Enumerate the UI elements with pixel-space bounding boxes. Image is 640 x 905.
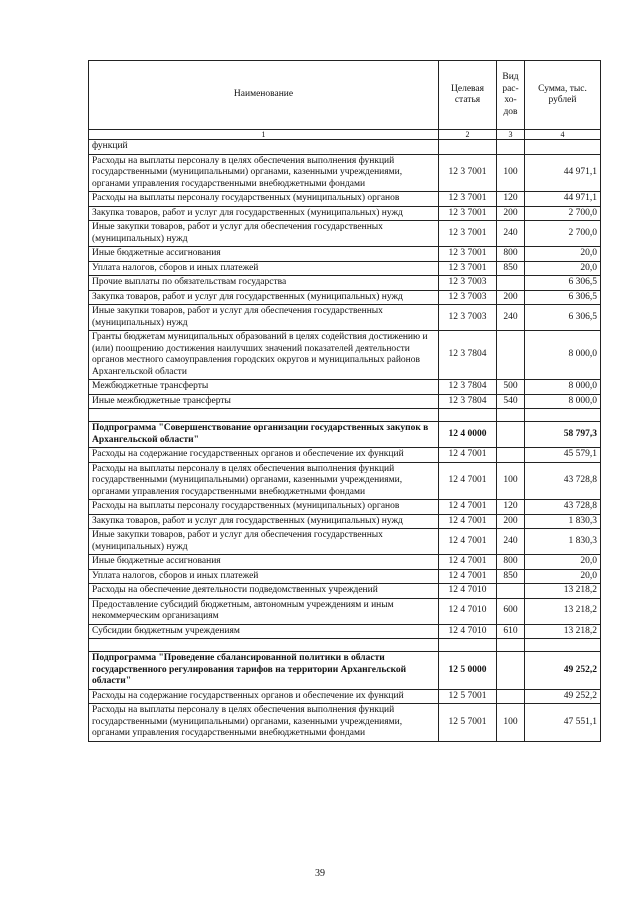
row-sum: 13 218,2 bbox=[525, 598, 601, 624]
row-code: 12 3 7001 bbox=[439, 261, 497, 276]
row-code: 12 4 7001 bbox=[439, 555, 497, 570]
row-name: Субсидии бюджетным учреждениям bbox=[89, 624, 439, 639]
row-vid: 100 bbox=[497, 462, 525, 500]
row-name: Иные закупки товаров, работ и услуг для обеспечения государственных (муниципальных) нужд bbox=[89, 305, 439, 331]
row-vid: 540 bbox=[497, 394, 525, 409]
spacer-row bbox=[89, 409, 601, 422]
header-vid: Вид рас-хо-дов bbox=[497, 61, 525, 130]
row-code: 12 5 7001 bbox=[439, 689, 497, 704]
row-code: 12 3 7003 bbox=[439, 305, 497, 331]
table-row bbox=[89, 261, 601, 276]
row-vid bbox=[497, 331, 525, 380]
row-vid bbox=[497, 276, 525, 291]
row-name: Уплата налогов, сборов и иных платежей bbox=[89, 569, 439, 584]
row-sum: 20,0 bbox=[525, 261, 601, 276]
row-code: 12 4 7010 bbox=[439, 624, 497, 639]
row-sum: 13 218,2 bbox=[525, 624, 601, 639]
spacer-row bbox=[89, 639, 601, 652]
row-name: Расходы на выплаты персоналу в целях обеспечения выполнения функций государственными (муниципальными) органами, казенными учреждениями, органами управления государственными внебюджетными фондами bbox=[89, 154, 439, 192]
row-sum: 49 252,2 bbox=[525, 689, 601, 704]
table-row bbox=[89, 704, 601, 742]
row-name: Расходы на выплаты персоналу государственных (муниципальных) органов bbox=[89, 192, 439, 207]
row-name: Закупка товаров, работ и услуг для государственных (муниципальных) нужд bbox=[89, 206, 439, 221]
row-vid bbox=[497, 448, 525, 463]
row-sum: 2 700,0 bbox=[525, 221, 601, 247]
row-vid: 500 bbox=[497, 380, 525, 395]
row-name: Подпрограмма "Проведение сбалансированной политики в области государственного регулирования тарифов на территории Архангельской области" bbox=[89, 652, 439, 690]
row-vid bbox=[497, 409, 525, 422]
row-name bbox=[89, 639, 439, 652]
row-sum: 2 700,0 bbox=[525, 206, 601, 221]
row-name: Расходы на выплаты персоналу в целях обеспечения выполнения функций государственными (муниципальными) органами, казенными учреждениями, органами управления государственными внебюджетными фондами bbox=[89, 704, 439, 742]
table-row bbox=[89, 500, 601, 515]
row-code: 12 4 7010 bbox=[439, 584, 497, 599]
row-vid bbox=[497, 422, 525, 448]
row-vid: 120 bbox=[497, 192, 525, 207]
row-name: Расходы на выплаты персоналу государственных (муниципальных) органов bbox=[89, 500, 439, 515]
page-number: 39 bbox=[315, 868, 325, 879]
row-vid: 240 bbox=[497, 305, 525, 331]
row-name: Гранты бюджетам муниципальных образований в целях содействия достижению и (или) поощрению достижения наилучших значений показателей деятельности органов местного самоуправления городских округов и муниципальных районов Архангельской области bbox=[89, 331, 439, 380]
row-name: Иные бюджетные ассигнования bbox=[89, 555, 439, 570]
row-sum: 8 000,0 bbox=[525, 394, 601, 409]
row-sum: 49 252,2 bbox=[525, 652, 601, 690]
row-code: 12 4 7001 bbox=[439, 500, 497, 515]
table-row bbox=[89, 394, 601, 409]
row-vid: 100 bbox=[497, 154, 525, 192]
row-vid bbox=[497, 584, 525, 599]
row-name: Иные бюджетные ассигнования bbox=[89, 247, 439, 262]
column-number: 1 bbox=[89, 130, 439, 140]
table-row bbox=[89, 529, 601, 555]
row-sum: 6 306,5 bbox=[525, 276, 601, 291]
row-sum: 20,0 bbox=[525, 555, 601, 570]
table-row bbox=[89, 569, 601, 584]
row-vid bbox=[497, 652, 525, 690]
row-code: 12 4 7001 bbox=[439, 514, 497, 529]
row-sum: 44 971,1 bbox=[525, 192, 601, 207]
row-code: 12 4 7001 bbox=[439, 529, 497, 555]
row-code: 12 3 7001 bbox=[439, 247, 497, 262]
subprogram-row bbox=[89, 422, 601, 448]
row-sum: 1 830,3 bbox=[525, 514, 601, 529]
row-code: 12 3 7001 bbox=[439, 154, 497, 192]
budget-table bbox=[88, 60, 601, 742]
row-vid: 240 bbox=[497, 221, 525, 247]
row-vid: 240 bbox=[497, 529, 525, 555]
header-sum: Сумма, тыс. рублей bbox=[525, 61, 601, 130]
row-vid: 200 bbox=[497, 206, 525, 221]
row-vid: 850 bbox=[497, 261, 525, 276]
row-vid: 850 bbox=[497, 569, 525, 584]
row-sum: 43 728,8 bbox=[525, 500, 601, 515]
row-vid: 800 bbox=[497, 555, 525, 570]
row-vid: 200 bbox=[497, 514, 525, 529]
row-name: функций bbox=[89, 140, 439, 155]
row-name: Закупка товаров, работ и услуг для государственных (муниципальных) нужд bbox=[89, 514, 439, 529]
table-row bbox=[89, 206, 601, 221]
row-sum: 8 000,0 bbox=[525, 380, 601, 395]
column-number: 2 bbox=[439, 130, 497, 140]
row-code: 12 3 7804 bbox=[439, 380, 497, 395]
row-vid: 610 bbox=[497, 624, 525, 639]
row-vid bbox=[497, 140, 525, 155]
row-name: Подпрограмма "Совершенствование организации государственных закупок в Архангельской области" bbox=[89, 422, 439, 448]
row-sum bbox=[525, 140, 601, 155]
table-row bbox=[89, 305, 601, 331]
row-code: 12 3 7003 bbox=[439, 276, 497, 291]
table-row bbox=[89, 276, 601, 291]
row-name bbox=[89, 409, 439, 422]
row-name: Расходы на обеспечение деятельности подведомственных учреждений bbox=[89, 584, 439, 599]
row-code: 12 4 7001 bbox=[439, 448, 497, 463]
row-sum: 20,0 bbox=[525, 569, 601, 584]
column-number: 3 bbox=[497, 130, 525, 140]
row-name: Расходы на содержание государственных органов и обеспечение их функций bbox=[89, 689, 439, 704]
row-name: Предоставление субсидий бюджетным, автономным учреждениям и иным некоммерческим организациям bbox=[89, 598, 439, 624]
row-vid: 800 bbox=[497, 247, 525, 262]
table-row bbox=[89, 624, 601, 639]
table-row bbox=[89, 555, 601, 570]
table-row bbox=[89, 689, 601, 704]
row-sum: 44 971,1 bbox=[525, 154, 601, 192]
table-row bbox=[89, 514, 601, 529]
table-row bbox=[89, 331, 601, 380]
row-name: Уплата налогов, сборов и иных платежей bbox=[89, 261, 439, 276]
table-row bbox=[89, 247, 601, 262]
header-name: Наименование bbox=[89, 61, 439, 130]
row-sum: 45 579,1 bbox=[525, 448, 601, 463]
row-sum: 58 797,3 bbox=[525, 422, 601, 448]
row-code: 12 3 7001 bbox=[439, 221, 497, 247]
table-row bbox=[89, 192, 601, 207]
row-code: 12 3 7804 bbox=[439, 331, 497, 380]
row-sum: 13 218,2 bbox=[525, 584, 601, 599]
row-code bbox=[439, 639, 497, 652]
row-vid: 200 bbox=[497, 290, 525, 305]
row-code bbox=[439, 409, 497, 422]
row-sum: 43 728,8 bbox=[525, 462, 601, 500]
row-name: Иные закупки товаров, работ и услуг для обеспечения государственных (муниципальных) нужд bbox=[89, 529, 439, 555]
row-sum: 47 551,1 bbox=[525, 704, 601, 742]
table-row bbox=[89, 290, 601, 305]
table-row bbox=[89, 154, 601, 192]
column-number: 4 bbox=[525, 130, 601, 140]
row-sum bbox=[525, 639, 601, 652]
table-header-row bbox=[89, 61, 601, 130]
column-number-row bbox=[89, 130, 601, 140]
row-name: Иные межбюджетные трансферты bbox=[89, 394, 439, 409]
row-vid: 120 bbox=[497, 500, 525, 515]
row-vid bbox=[497, 689, 525, 704]
table-row bbox=[89, 598, 601, 624]
subprogram-row bbox=[89, 652, 601, 690]
row-sum: 8 000,0 bbox=[525, 331, 601, 380]
table-body bbox=[89, 140, 601, 742]
table-row bbox=[89, 380, 601, 395]
row-sum: 6 306,5 bbox=[525, 305, 601, 331]
row-code: 12 3 7001 bbox=[439, 192, 497, 207]
row-name: Расходы на содержание государственных органов и обеспечение их функций bbox=[89, 448, 439, 463]
row-name: Межбюджетные трансферты bbox=[89, 380, 439, 395]
row-code: 12 4 7001 bbox=[439, 569, 497, 584]
row-sum bbox=[525, 409, 601, 422]
row-code: 12 3 7804 bbox=[439, 394, 497, 409]
row-sum: 6 306,5 bbox=[525, 290, 601, 305]
row-code: 12 5 0000 bbox=[439, 652, 497, 690]
table-row bbox=[89, 140, 601, 155]
row-sum: 20,0 bbox=[525, 247, 601, 262]
row-code: 12 3 7001 bbox=[439, 206, 497, 221]
table-row bbox=[89, 221, 601, 247]
row-vid bbox=[497, 639, 525, 652]
row-code: 12 3 7003 bbox=[439, 290, 497, 305]
row-code: 12 4 7010 bbox=[439, 598, 497, 624]
row-vid: 600 bbox=[497, 598, 525, 624]
row-code bbox=[439, 140, 497, 155]
row-name: Прочие выплаты по обязательствам государства bbox=[89, 276, 439, 291]
table-row bbox=[89, 462, 601, 500]
row-code: 12 4 0000 bbox=[439, 422, 497, 448]
table-row bbox=[89, 448, 601, 463]
table-row bbox=[89, 584, 601, 599]
row-sum: 1 830,3 bbox=[525, 529, 601, 555]
row-vid: 100 bbox=[497, 704, 525, 742]
row-code: 12 4 7001 bbox=[439, 462, 497, 500]
row-name: Иные закупки товаров, работ и услуг для обеспечения государственных (муниципальных) нужд bbox=[89, 221, 439, 247]
header-code: Целевая статья bbox=[439, 61, 497, 130]
row-name: Расходы на выплаты персоналу в целях обеспечения выполнения функций государственными (муниципальными) органами, казенными учреждениями, органами управления государственными внебюджетными фондами bbox=[89, 462, 439, 500]
row-code: 12 5 7001 bbox=[439, 704, 497, 742]
row-name: Закупка товаров, работ и услуг для государственных (муниципальных) нужд bbox=[89, 290, 439, 305]
